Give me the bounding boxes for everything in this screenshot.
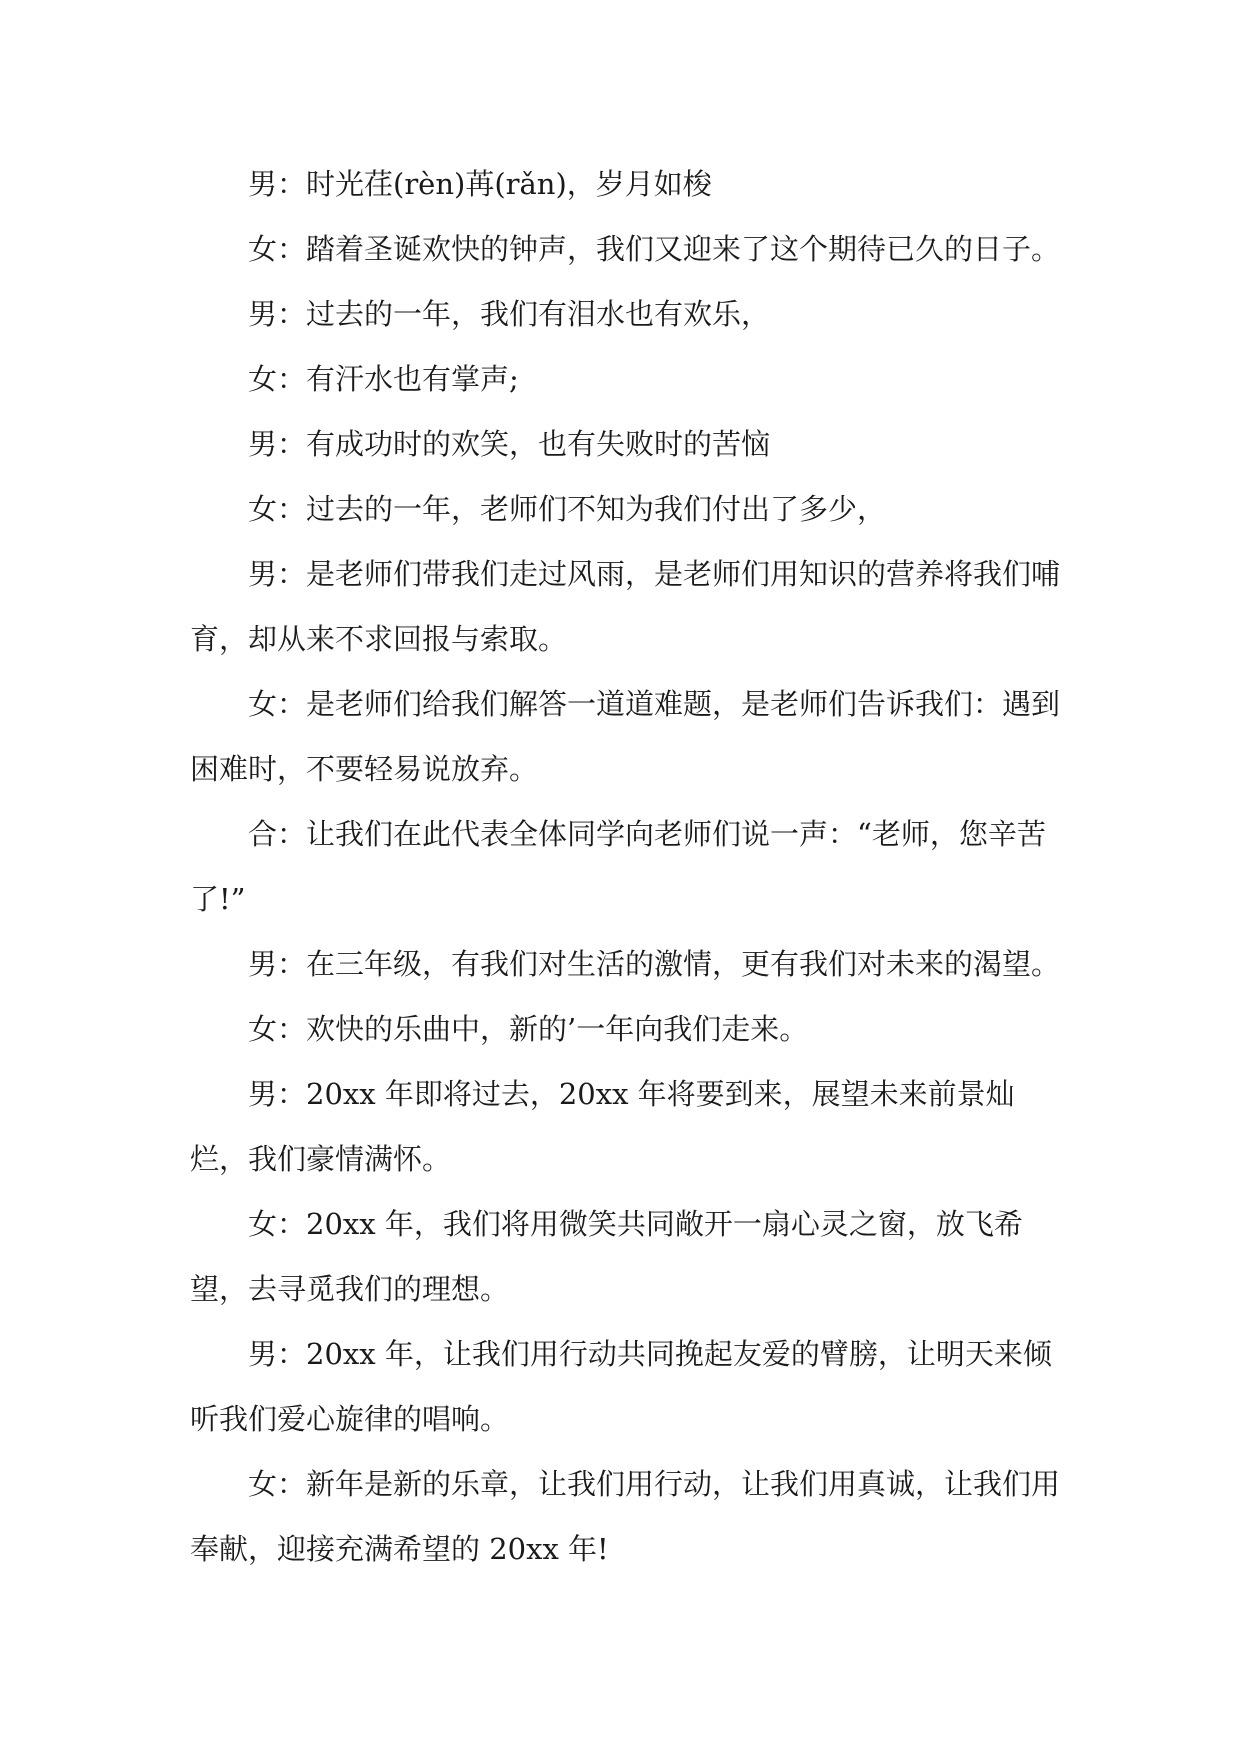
paragraph-9: 合：让我们在此代表全体同学向老师们说一声：“老师，您辛苦了!”: [190, 817, 1046, 916]
paragraph-1: 男：时光荏(rèn)苒(rǎn)，岁月如梭: [248, 167, 712, 201]
paragraph-3: 男：过去的一年，我们有泪水也有欢乐，: [248, 297, 771, 331]
paragraph-2: 女：踏着圣诞欢快的钟声，我们又迎来了这个期待已久的日子。: [248, 232, 1061, 266]
paragraph-13: 女：20xx 年，我们将用微笑共同敞开一扇心灵之窗，放飞希望，去寻觅我们的理想。: [190, 1207, 1023, 1306]
paragraph-10: 男：在三年级，有我们对生活的激情，更有我们对未来的渴望。: [248, 947, 1061, 981]
paragraph-8: 女：是老师们给我们解答一道道难题，是老师们告诉我们：遇到困难时，不要轻易说放弃。: [190, 687, 1061, 786]
paragraph-7: 男：是老师们带我们走过风雨，是老师们用知识的营养将我们哺育，却从来不求回报与索取。: [190, 557, 1061, 656]
paragraph-14: 男：20xx 年，让我们用行动共同挽起友爱的臂膀，让明天来倾听我们爱心旋律的唱响。: [190, 1337, 1052, 1436]
paragraph-12: 男：20xx 年即将过去，20xx 年将要到来，展望未来前景灿烂，我们豪情满怀。: [190, 1077, 1015, 1176]
document-body: [190, 152, 1060, 1582]
paragraph-5: 男：有成功时的欢笑，也有失败时的苦恼: [248, 427, 771, 461]
paragraph-11: 女：欢快的乐曲中，新的’一年向我们走来。: [248, 1012, 809, 1046]
paragraph-4: 女：有汗水也有掌声;: [248, 362, 519, 396]
paragraph-15: 女：新年是新的乐章，让我们用行动，让我们用真诚，让我们用奉献，迎接充满希望的 20xx 年!: [190, 1467, 1061, 1566]
paragraph-6: 女：过去的一年，老师们不知为我们付出了多少，: [248, 492, 887, 526]
